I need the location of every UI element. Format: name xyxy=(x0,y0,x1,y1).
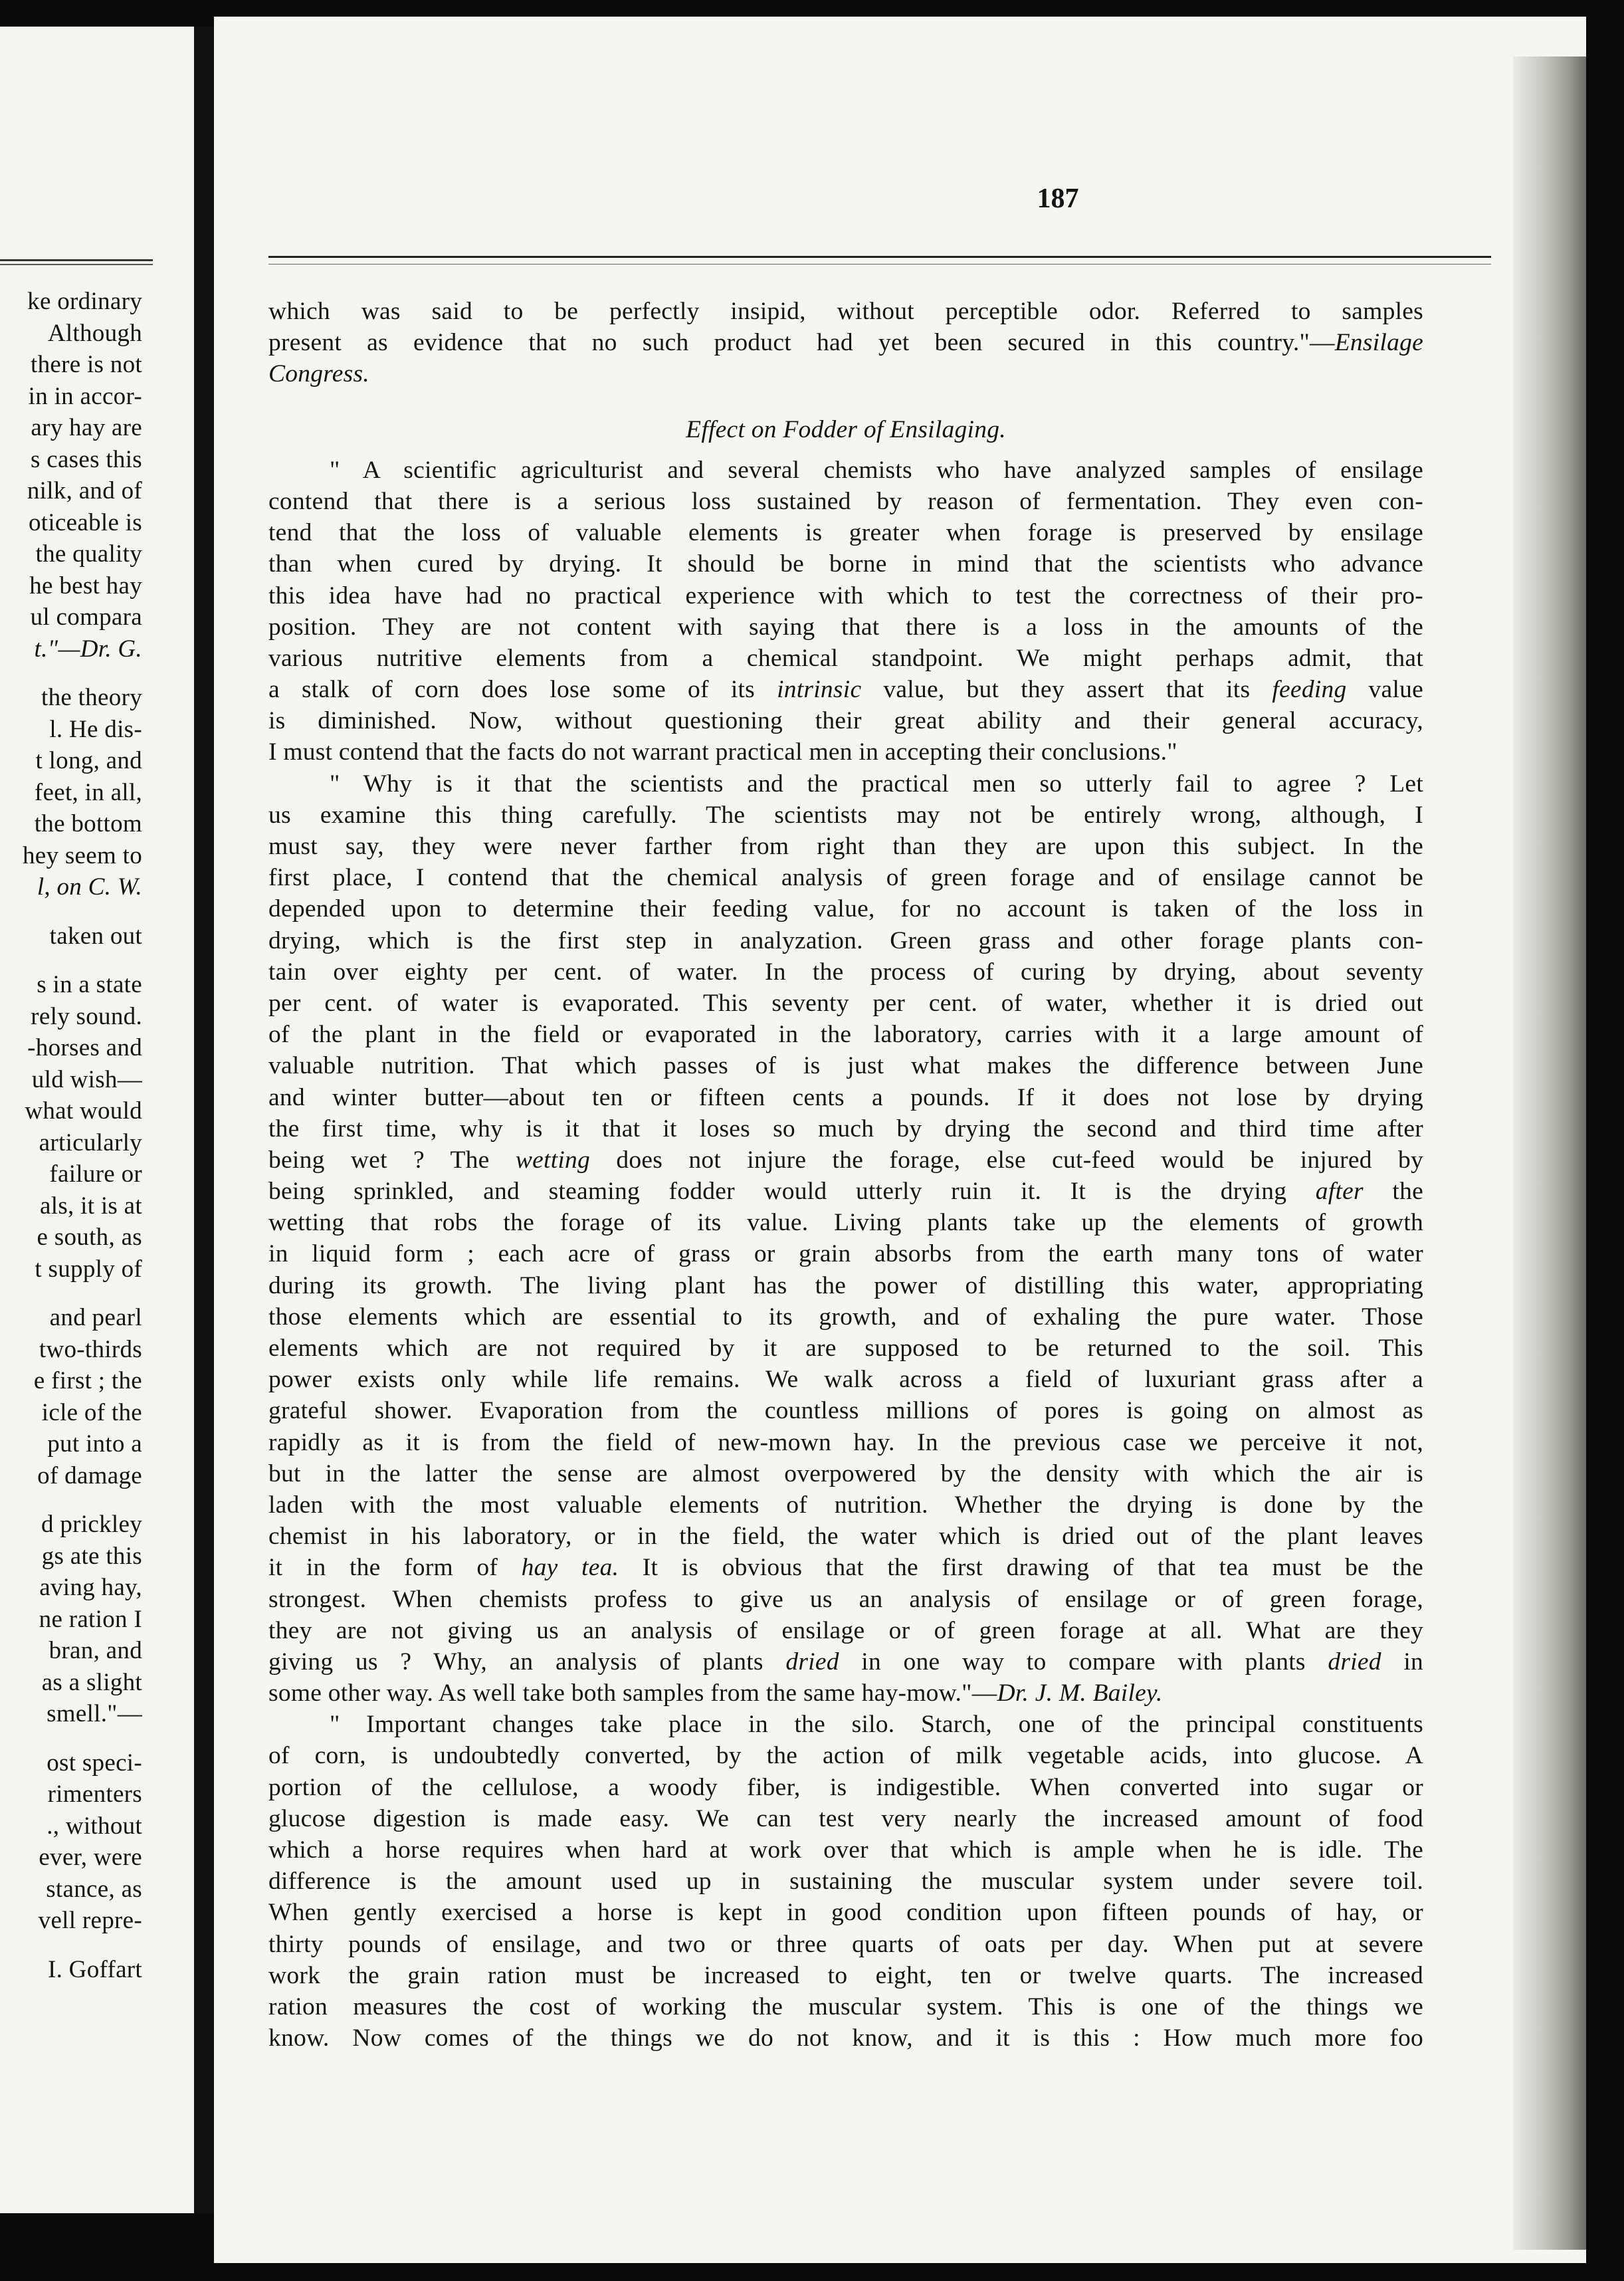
body-line: thirty pounds of ensilage, and two or three quarts of oats per day. When put at severe xyxy=(268,1930,1423,1958)
previous-page-line: rimenters xyxy=(47,1781,142,1808)
previous-page-line: put into a xyxy=(47,1430,142,1458)
italic-text: dried xyxy=(1328,1648,1381,1676)
body-line xyxy=(268,358,1423,389)
body-line: valuable nutrition. That which passes of is just what makes the difference between June xyxy=(268,1052,1423,1080)
previous-page-line: Although xyxy=(47,319,142,347)
previous-page-line: the quality xyxy=(35,540,142,568)
previous-page-line: he best hay xyxy=(29,572,142,599)
previous-page-line: in in accor- xyxy=(28,382,142,410)
italic-text: Dr. J. M. Bailey. xyxy=(997,1680,1163,1707)
header-rule-thin xyxy=(268,264,1491,265)
previous-page-line: ne ration I xyxy=(39,1605,142,1633)
italic-text: hay tea. xyxy=(521,1554,619,1582)
body-text xyxy=(268,296,1423,2054)
body-line: is diminished. Now, without questioning their great ability and their general accuracy, xyxy=(268,707,1423,735)
body-line: contend that there is a serious loss sustained by reason of fermentation. They even con- xyxy=(268,487,1423,515)
body-line: they are not giving us an analysis of ensilage or of green forage at all. What are they xyxy=(268,1616,1423,1644)
previous-page-line: -horses and xyxy=(27,1034,142,1061)
body-line: in liquid form ; each acre of grass or grain absorbs from the earth many tons of water xyxy=(268,1240,1423,1268)
body-line: this idea have had no practical experience with which to test the correctness of their pro- xyxy=(268,582,1423,609)
previous-page-line: the theory xyxy=(41,684,142,711)
body-line: " Important changes take place in the silo. Starch, one of the principal constituents xyxy=(330,1711,1423,1739)
previous-page-line: ary hay are xyxy=(31,414,142,441)
body-line: laden with the most valuable elements of nutrition. Whether the drying is done by the xyxy=(268,1491,1423,1519)
body-line: various nutritive elements from a chemical standpoint. We might perhaps admit, that xyxy=(268,644,1423,672)
spacer xyxy=(268,445,1423,455)
italic-text: Ensilage xyxy=(1334,329,1423,357)
body-line: rapidly as it is from the field of new-mown hay. In the previous case we perceive it not, xyxy=(268,1428,1423,1456)
previous-page-line: rely sound. xyxy=(31,1002,142,1030)
body-line: position. They are not content with saying that there is a loss in the amounts of the xyxy=(268,613,1423,641)
previous-page-line: the bottom xyxy=(34,810,142,837)
section-heading: Effect on Fodder of Ensilaging. xyxy=(686,415,1006,443)
previous-page-line: ost speci- xyxy=(47,1749,142,1777)
body-line: must say, they were never farther from right than they are upon this subject. In the xyxy=(268,833,1423,860)
previous-page-line: icle of the xyxy=(41,1398,142,1426)
previous-page-line: bran, and xyxy=(49,1637,142,1664)
previous-page-line: t."—Dr. G. xyxy=(34,635,142,663)
previous-page-line: I. Goffart xyxy=(47,1955,142,1983)
italic-text: dried xyxy=(785,1648,839,1676)
body-line: which was said to be perfectly insipid, without perceptible odor. Referred to samples xyxy=(268,298,1423,325)
body-line: a stalk of corn does lose some of its intrinsic value, but they assert that its feeding value xyxy=(268,676,1423,704)
body-line: than when cured by drying. It should be borne in mind that the scientists who advance xyxy=(268,550,1423,578)
body-line: present as evidence that no such product had yet been secured in this country."—Ensilage xyxy=(268,329,1423,357)
body-line: giving us ? Why, an analysis of plants dried in one way to compare with plants dried in xyxy=(268,1648,1423,1676)
body-line: glucose digestion is made easy. We can test very nearly the increased amount of food xyxy=(268,1804,1423,1832)
italic-text: after xyxy=(1315,1178,1364,1206)
body-line: us examine this thing carefully. The scientists may not be entirely wrong, although, I xyxy=(268,801,1423,829)
body-line: drying, which is the first step in analyzation. Green grass and other forage plants con- xyxy=(268,926,1423,954)
body-line: during its growth. The living plant has the power of distilling this water, appropriating xyxy=(268,1271,1423,1299)
body-line: ration measures the cost of working the muscular system. This is one of the things we xyxy=(268,1993,1423,2020)
body-line: and winter butter—about ten or fifteen cents a pounds. If it does not lose by drying xyxy=(268,1083,1423,1111)
body-line: grateful shower. Evaporation from the countless millions of pores is going on almost as xyxy=(268,1397,1423,1425)
page-gutter xyxy=(194,27,214,2213)
previous-page-line: t long, and xyxy=(35,747,142,774)
previous-page-line: taken out xyxy=(49,922,142,950)
body-line: tain over eighty per cent. of water. In the process of curing by drying, about seventy xyxy=(268,958,1423,986)
body-line: of corn, is undoubtedly converted, by the action of milk vegetable acids, into glucose. A xyxy=(268,1742,1423,1770)
previous-page-line: gs ate this xyxy=(41,1542,142,1570)
previous-page-line: stance, as xyxy=(46,1875,142,1903)
previous-page-line: e first ; the xyxy=(33,1367,142,1394)
previous-page-line: aving hay, xyxy=(39,1574,142,1601)
previous-page-line: l, on C. W. xyxy=(37,873,142,901)
previous-page-line: t supply of xyxy=(35,1255,142,1283)
previous-page-line: e south, as xyxy=(37,1224,142,1251)
previous-page-line: feet, in all, xyxy=(34,778,142,806)
body-line: the first time, why is it that it loses so much by drying the second and third time after xyxy=(268,1115,1423,1142)
body-line: but in the latter the sense are almost overpowered by the density with which the air is xyxy=(268,1460,1423,1487)
previous-page-line: nilk, and of xyxy=(27,477,142,504)
body-line: it in the form of hay tea. It is obvious that the first drawing of that tea must be the xyxy=(268,1554,1423,1582)
italic-text: intrinsic xyxy=(777,676,862,704)
previous-page xyxy=(0,27,196,2213)
previous-page-line: ke ordinary xyxy=(27,288,142,315)
previous-page-line: two-thirds xyxy=(39,1335,142,1363)
body-line: chemist in his laboratory, or in the field, the water which is dried out of the plant leaves xyxy=(268,1523,1423,1551)
body-line: elements which are not required by it are supposed to be returned to the soil. This xyxy=(268,1335,1423,1362)
body-line: which a horse requires when hard at work over that which is ample when he is idle. The xyxy=(268,1836,1423,1864)
body-line: those elements which are essential to its growth, and of exhaling the pure water. Those xyxy=(268,1303,1423,1331)
body-line: power exists only while life remains. We walk across a field of luxuriant grass after a xyxy=(268,1366,1423,1394)
page-edge xyxy=(1513,56,1586,2250)
previous-page-line: l. He dis- xyxy=(49,715,142,743)
body-line: of the plant in the field or evaporated in the laboratory, carries with it a large amount of xyxy=(268,1021,1423,1049)
previous-page-line: of damage xyxy=(37,1462,142,1489)
body-line: being sprinkled, and steaming fodder would utterly ruin it. It is the drying after the xyxy=(268,1178,1423,1206)
body-line: know. Now comes of the things we do not know, and it is this : How much more foo xyxy=(268,2024,1423,2052)
body-line: When gently exercised a horse is kept in good condition upon fifteen pounds of hay, or xyxy=(268,1899,1423,1927)
previous-page-line: d prickley xyxy=(41,1511,142,1538)
body-line: " A scientific agriculturist and several chemists who have analyzed samples of ensilage xyxy=(330,456,1423,484)
body-line: strongest. When chemists profess to give us an analysis of ensilage or of green forage, xyxy=(268,1585,1423,1613)
previous-page-line: s in a state xyxy=(37,971,142,998)
previous-page-line: als, it is at xyxy=(40,1192,142,1220)
spacer xyxy=(268,390,1423,414)
previous-page-line: articularly xyxy=(39,1129,142,1156)
previous-page-line: oticeable is xyxy=(28,508,142,536)
previous-page-line: smell."— xyxy=(47,1700,142,1727)
body-line: per cent. of water is evaporated. This seventy per cent. of water, whether it is dried out xyxy=(268,989,1423,1017)
previous-page-line: failure or xyxy=(49,1160,142,1188)
body-line: portion of the cellulose, a woody fiber, is indigestible. When converted into sugar or xyxy=(268,1773,1423,1801)
previous-page-line: s cases this xyxy=(30,445,142,473)
body-line: " Why is it that the scientists and the practical men so utterly fail to agree ? Let xyxy=(330,770,1423,798)
body-line: difference is the amount used up in sustaining the muscular system under severe toil. xyxy=(268,1868,1423,1896)
previous-page-line: uld wish— xyxy=(31,1065,142,1093)
previous-page-line: hey seem to xyxy=(22,841,142,869)
previous-page-line: as a slight xyxy=(41,1668,142,1696)
previous-page-line: vell repre- xyxy=(38,1907,142,1934)
body-line: depended upon to determine their feeding value, for no account is taken of the loss in xyxy=(268,895,1423,923)
page-number: 187 xyxy=(1037,183,1079,214)
italic-text: wetting xyxy=(515,1146,591,1174)
header-rule xyxy=(268,256,1491,258)
previous-page-line: ul compara xyxy=(30,603,142,631)
body-line: some other way. As well take both samples from the same hay-mow."—Dr. J. M. Bailey. xyxy=(268,1680,1163,1707)
body-line: I must contend that the facts do not warrant practical men in accepting their conclusions." xyxy=(268,738,1177,766)
body-line: work the grain ration must be increased to eight, ten or twelve quarts. The increased xyxy=(268,1961,1423,1989)
previous-page-line: and pearl xyxy=(49,1304,142,1331)
italic-text: feeding xyxy=(1272,676,1347,704)
previous-page-line: ever, were xyxy=(39,1844,142,1871)
previous-page-line: there is not xyxy=(30,351,142,378)
book-page xyxy=(214,17,1586,2263)
body-line: wetting that robs the forage of its value. Living plants take up the elements of growth xyxy=(268,1209,1423,1237)
previous-page-line: what would xyxy=(25,1097,142,1125)
body-line: tend that the loss of valuable elements is greater when forage is preserved by ensilage xyxy=(268,519,1423,547)
body-line: first place, I contend that the chemical analysis of green forage and of ensilage cannot be xyxy=(268,864,1423,892)
previous-page-line: ., without xyxy=(47,1812,142,1840)
italic-text: Congress. xyxy=(268,360,369,388)
previous-page-rule xyxy=(0,259,153,265)
body-line: being wet ? The wetting does not injure the forage, else cut-feed would be injured by xyxy=(268,1146,1423,1174)
